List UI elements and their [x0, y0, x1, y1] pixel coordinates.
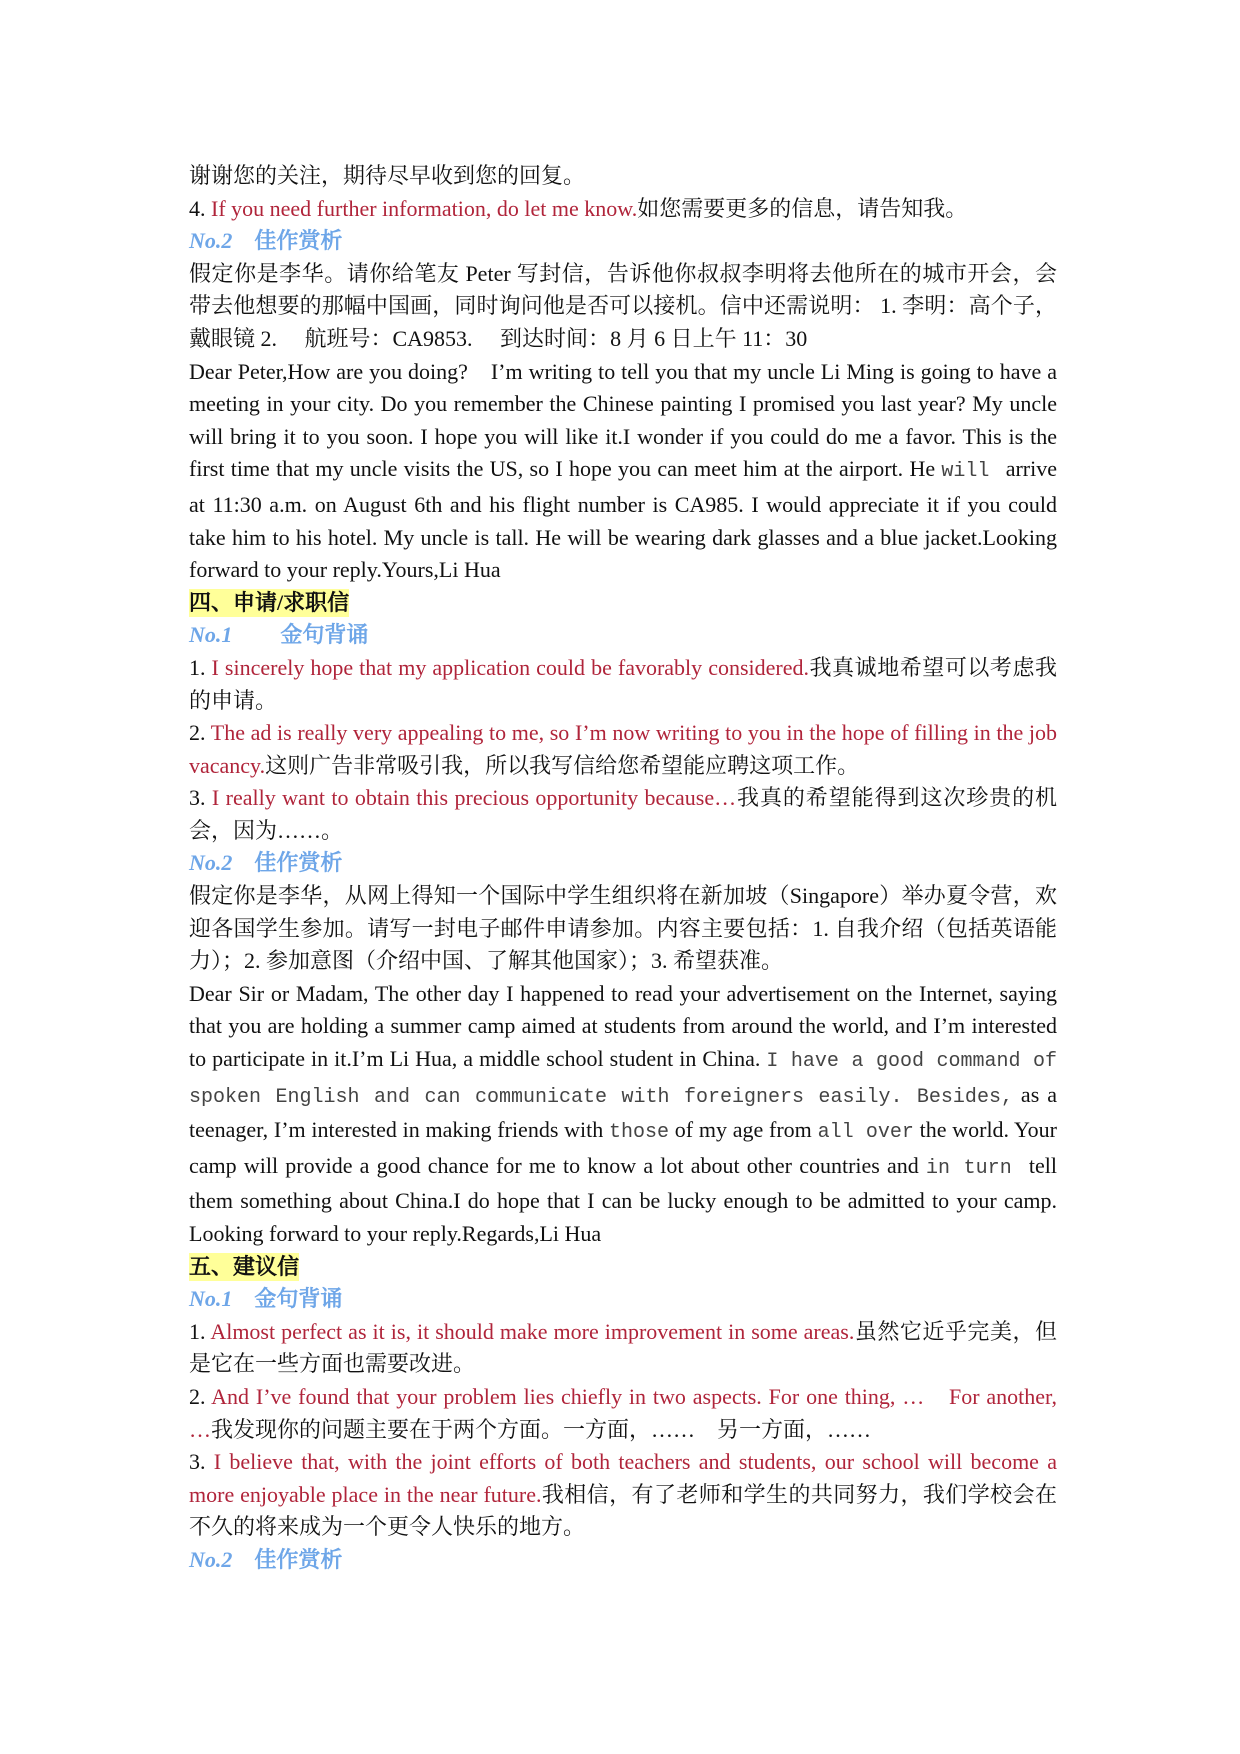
subheading-appreciation	[189, 1544, 1057, 1577]
essay-highlight-word: those	[609, 1121, 670, 1145]
golden-sentence	[189, 1446, 1057, 1544]
essay-prompt: 假定你是李华。请你给笔友 Peter 写封信，告诉他你叔叔李明将去他所在的城市开会，会带去他想要的那幅中国画，同时询问他是否可以接机。信中还需说明： 1. 李明：高个子，戴眼镜 2. 航班号：CA9853. 到达时间：8 月 6 日上午 11：30	[189, 260, 1057, 351]
english-sentence: I believe that, with the joint efforts of both teachers and students, our school will become a more enjoyable place in the near future.	[189, 1449, 1057, 1507]
chinese-translation: 我发现你的问题主要在于两个方面。一方面，…… 另一方面，……	[211, 1416, 872, 1442]
english-sentence: Almost perfect as it is, it should make more improvement in some areas.	[210, 1318, 855, 1344]
subheading-golden	[189, 619, 1057, 652]
subheading-label: 佳作赏析	[254, 228, 343, 254]
closing-line: 谢谢您的关注，期待尽早收到您的回复。	[189, 163, 586, 188]
essay-highlight-word: all over	[817, 1121, 914, 1145]
chinese-translation: 虽然它近乎完美，但是它在一些方面也需要改进。	[189, 1318, 1057, 1377]
essay-text: of my age from	[669, 1117, 818, 1143]
essay-highlight-word: in turn	[925, 1156, 1012, 1180]
item-number: 3.	[189, 785, 212, 811]
essay-text: Dear Peter,How are you doing? I’m writing to tell you that my uncle Li Ming is going to have a meeting in your city. Do you remember the Chinese painting I promised you last year? My uncle will bring it to you soon. I hope you will like it.I wonder if you could do me a favor. This is the first time that my uncle visits the US, so I hope you can meet him at the airport. He	[189, 358, 1057, 482]
golden-sentence	[189, 652, 1057, 717]
subheading-label: 佳作赏析	[254, 1546, 343, 1572]
section-heading-label: 五、建议信	[189, 1253, 300, 1279]
essay-highlight-text: I have a good command of spoken English and can communicate with foreigners easily. Besides,	[189, 1050, 1058, 1109]
golden-sentence	[189, 1316, 1057, 1381]
english-sentence: And I’ve found that your problem lies chiefly in two aspects. For one thing, … For another, …	[189, 1383, 1057, 1442]
subheading-number: No.2	[189, 850, 233, 876]
section-heading-label: 四、申请/求职信	[189, 589, 350, 615]
essay-text: as a teenager, I’m interested in making friends with	[189, 1081, 1057, 1143]
chinese-translation: 我真诚地希望可以考虑我的申请。	[189, 654, 1057, 713]
essay-text: tell them something about China.I do hope that I can be lucky enough to be admitted to your camp. Looking forward to your reply.Regards,Li Hua	[189, 1152, 1057, 1246]
item-number: 2.	[189, 720, 211, 746]
item-number: 1.	[189, 1318, 211, 1344]
essay-text: the world. Your camp will provide a good chance for me to know a lot about other countries and	[189, 1117, 1058, 1178]
subheading-number: No.2	[189, 228, 233, 254]
document-page	[189, 160, 1057, 1577]
subheading-appreciation	[189, 225, 1057, 258]
subheading-number: No.1	[189, 1286, 233, 1312]
essay-body	[189, 978, 1057, 1251]
subheading-number: No.2	[189, 1546, 233, 1572]
english-sentence: I sincerely hope that my application could be favorably considered.	[211, 654, 810, 680]
subheading-label: 佳作赏析	[254, 850, 343, 876]
english-sentence: If you need further information, do let me know.	[211, 195, 638, 221]
subheading-label: 金句背诵	[254, 1286, 343, 1312]
golden-sentence	[189, 1381, 1057, 1446]
golden-sentence	[189, 717, 1057, 782]
subheading-appreciation	[189, 847, 1057, 880]
golden-sentence	[189, 782, 1057, 847]
essay-highlight-word: will	[941, 460, 990, 484]
essay-text: arrive at 11:30 a.m. on August 6th and his flight number is CA985. I would appreciate it if you could take him to his hotel. My uncle is tall. He will be wearing dark glasses and a blue jacket.Looking forward to your reply.Yours,Li Hua	[189, 456, 1058, 583]
essay-prompt: 假定你是李华，从网上得知一个国际中学生组织将在新加坡（Singapore）举办夏令营，欢迎各国学生参加。请写一封电子邮件申请参加。内容主要包括：1. 自我介绍（包括英语能力）；2. 参加意图（介绍中国、了解其他国家）；3. 希望获准。	[189, 883, 1057, 974]
item-number: 3.	[189, 1449, 214, 1475]
section-heading-4	[189, 587, 1057, 620]
item-number: 2.	[189, 1383, 212, 1409]
item-number: 4.	[189, 195, 211, 221]
chinese-translation: 这则广告非常吸引我，所以我写信给您希望能应聘这项工作。	[265, 752, 860, 778]
subheading-number: No.1	[189, 622, 233, 648]
chinese-translation: 我真的希望能得到这次珍贵的机会，因为……。	[189, 785, 1057, 843]
section-heading-5	[189, 1251, 1057, 1284]
essay-text: Dear Sir or Madam, The other day I happened to read your advertisement on the Internet, saying that you are holding a summer camp aimed at students from around the world, and I’m interested to participate in it.I’m Li Hua, a middle school student in China.	[189, 980, 1057, 1072]
subheading-golden	[189, 1283, 1057, 1316]
golden-sentence-4	[189, 193, 1057, 226]
item-number: 1.	[189, 654, 212, 680]
chinese-translation: 我相信，有了老师和学生的共同努力，我们学校会在不久的将来成为一个更令人快乐的地方。	[189, 1481, 1057, 1540]
essay-body	[189, 356, 1057, 587]
subheading-label: 金句背诵	[280, 622, 369, 648]
english-sentence: The ad is really very appealing to me, so I’m now writing to you in the hope of filling in the job vacancy.	[189, 720, 1057, 778]
chinese-translation: 如您需要更多的信息，请告知我。	[637, 195, 968, 221]
english-sentence: I really want to obtain this precious opportunity because…	[211, 785, 737, 811]
